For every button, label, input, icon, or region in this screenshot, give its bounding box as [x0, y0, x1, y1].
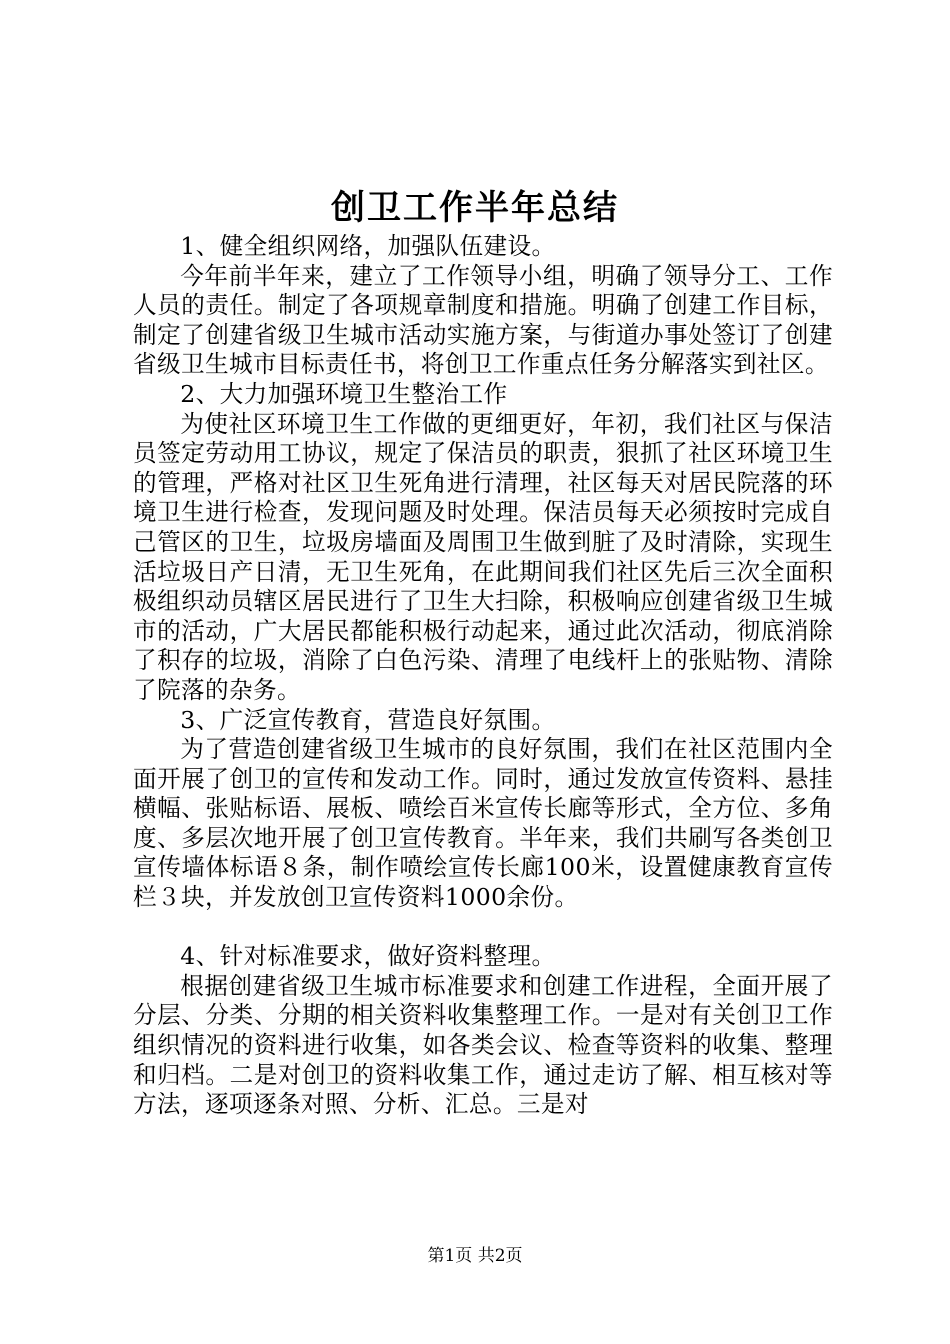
document-body [133, 232, 833, 1120]
paragraph-3: 为了营造创建省级卫生城市的良好氛围，我们在社区范围内全面开展了创卫的宣传和发动工作。同时，通过发放宣传资料、悬挂横幅、张贴标语、展板、喷绘百米宣传长廊等形式，全方位、多角度、多层次地开展了创卫宣传教育。半年来，我们共刷写各类创卫宣传墙体标语８条，制作喷绘宣传长廊100米，设置健康教育宣传栏３块，并发放创卫宣传资料1000余份。 [133, 735, 833, 912]
section-heading-2: 2、大力加强环境卫生整治工作 [180, 379, 508, 408]
section-heading-4: 4、针对标准要求，做好资料整理。 [180, 942, 556, 971]
paragraph-1: 今年前半年来，建立了工作领导小组，明确了领导分工、工作人员的责任。制定了各项规章制度和措施。明确了创建工作目标，制定了创建省级卫生城市活动实施方案，与街道办事处签订了创建省级卫生城市目标责任书，将创卫工作重点任务分解落实到社区。 [133, 261, 833, 379]
paragraph-2: 为使社区环境卫生工作做的更细更好，年初，我们社区与保洁员签定劳动用工协议，规定了保洁员的职责，狠抓了社区环境卫生的管理，严格对社区卫生死角进行清理，社区每天对居民院落的环境卫生进行检查，发现问题及时处理。保洁员每天必须按时完成自己管区的卫生，垃圾房墙面及周围卫生做到脏了及时清除，实现生活垃圾日产日清，无卫生死角，在此期间我们社区先后三次全面积极组织动员辖区居民进行了卫生大扫除，积极响应创建省级卫生城市的活动，广大居民都能积极行动起来，通过此次活动，彻底消除了积存的垃圾，消除了白色污染、清理了电线杆上的张贴物、清除了院落的杂务。 [133, 409, 833, 704]
page-number-footer: 第1页 共2页 [427, 1246, 523, 1266]
paragraph-4: 根据创建省级卫生城市标准要求和创建工作进程，全面开展了分层、分类、分期的相关资料收集整理工作。一是对有关创卫工作组织情况的资料进行收集，如各类会议、检查等资料的收集、整理和归档。二是对创卫的资料收集工作，通过走访了解、相互核对等方法，逐项逐条对照、分析、汇总。三是对 [133, 971, 833, 1119]
section-heading-1: 1、健全组织网络，加强队伍建设。 [180, 232, 556, 260]
page-title: 创卫工作半年总结 [331, 188, 619, 228]
section-heading-3: 3、广泛宣传教育，营造良好氛围。 [180, 705, 556, 734]
